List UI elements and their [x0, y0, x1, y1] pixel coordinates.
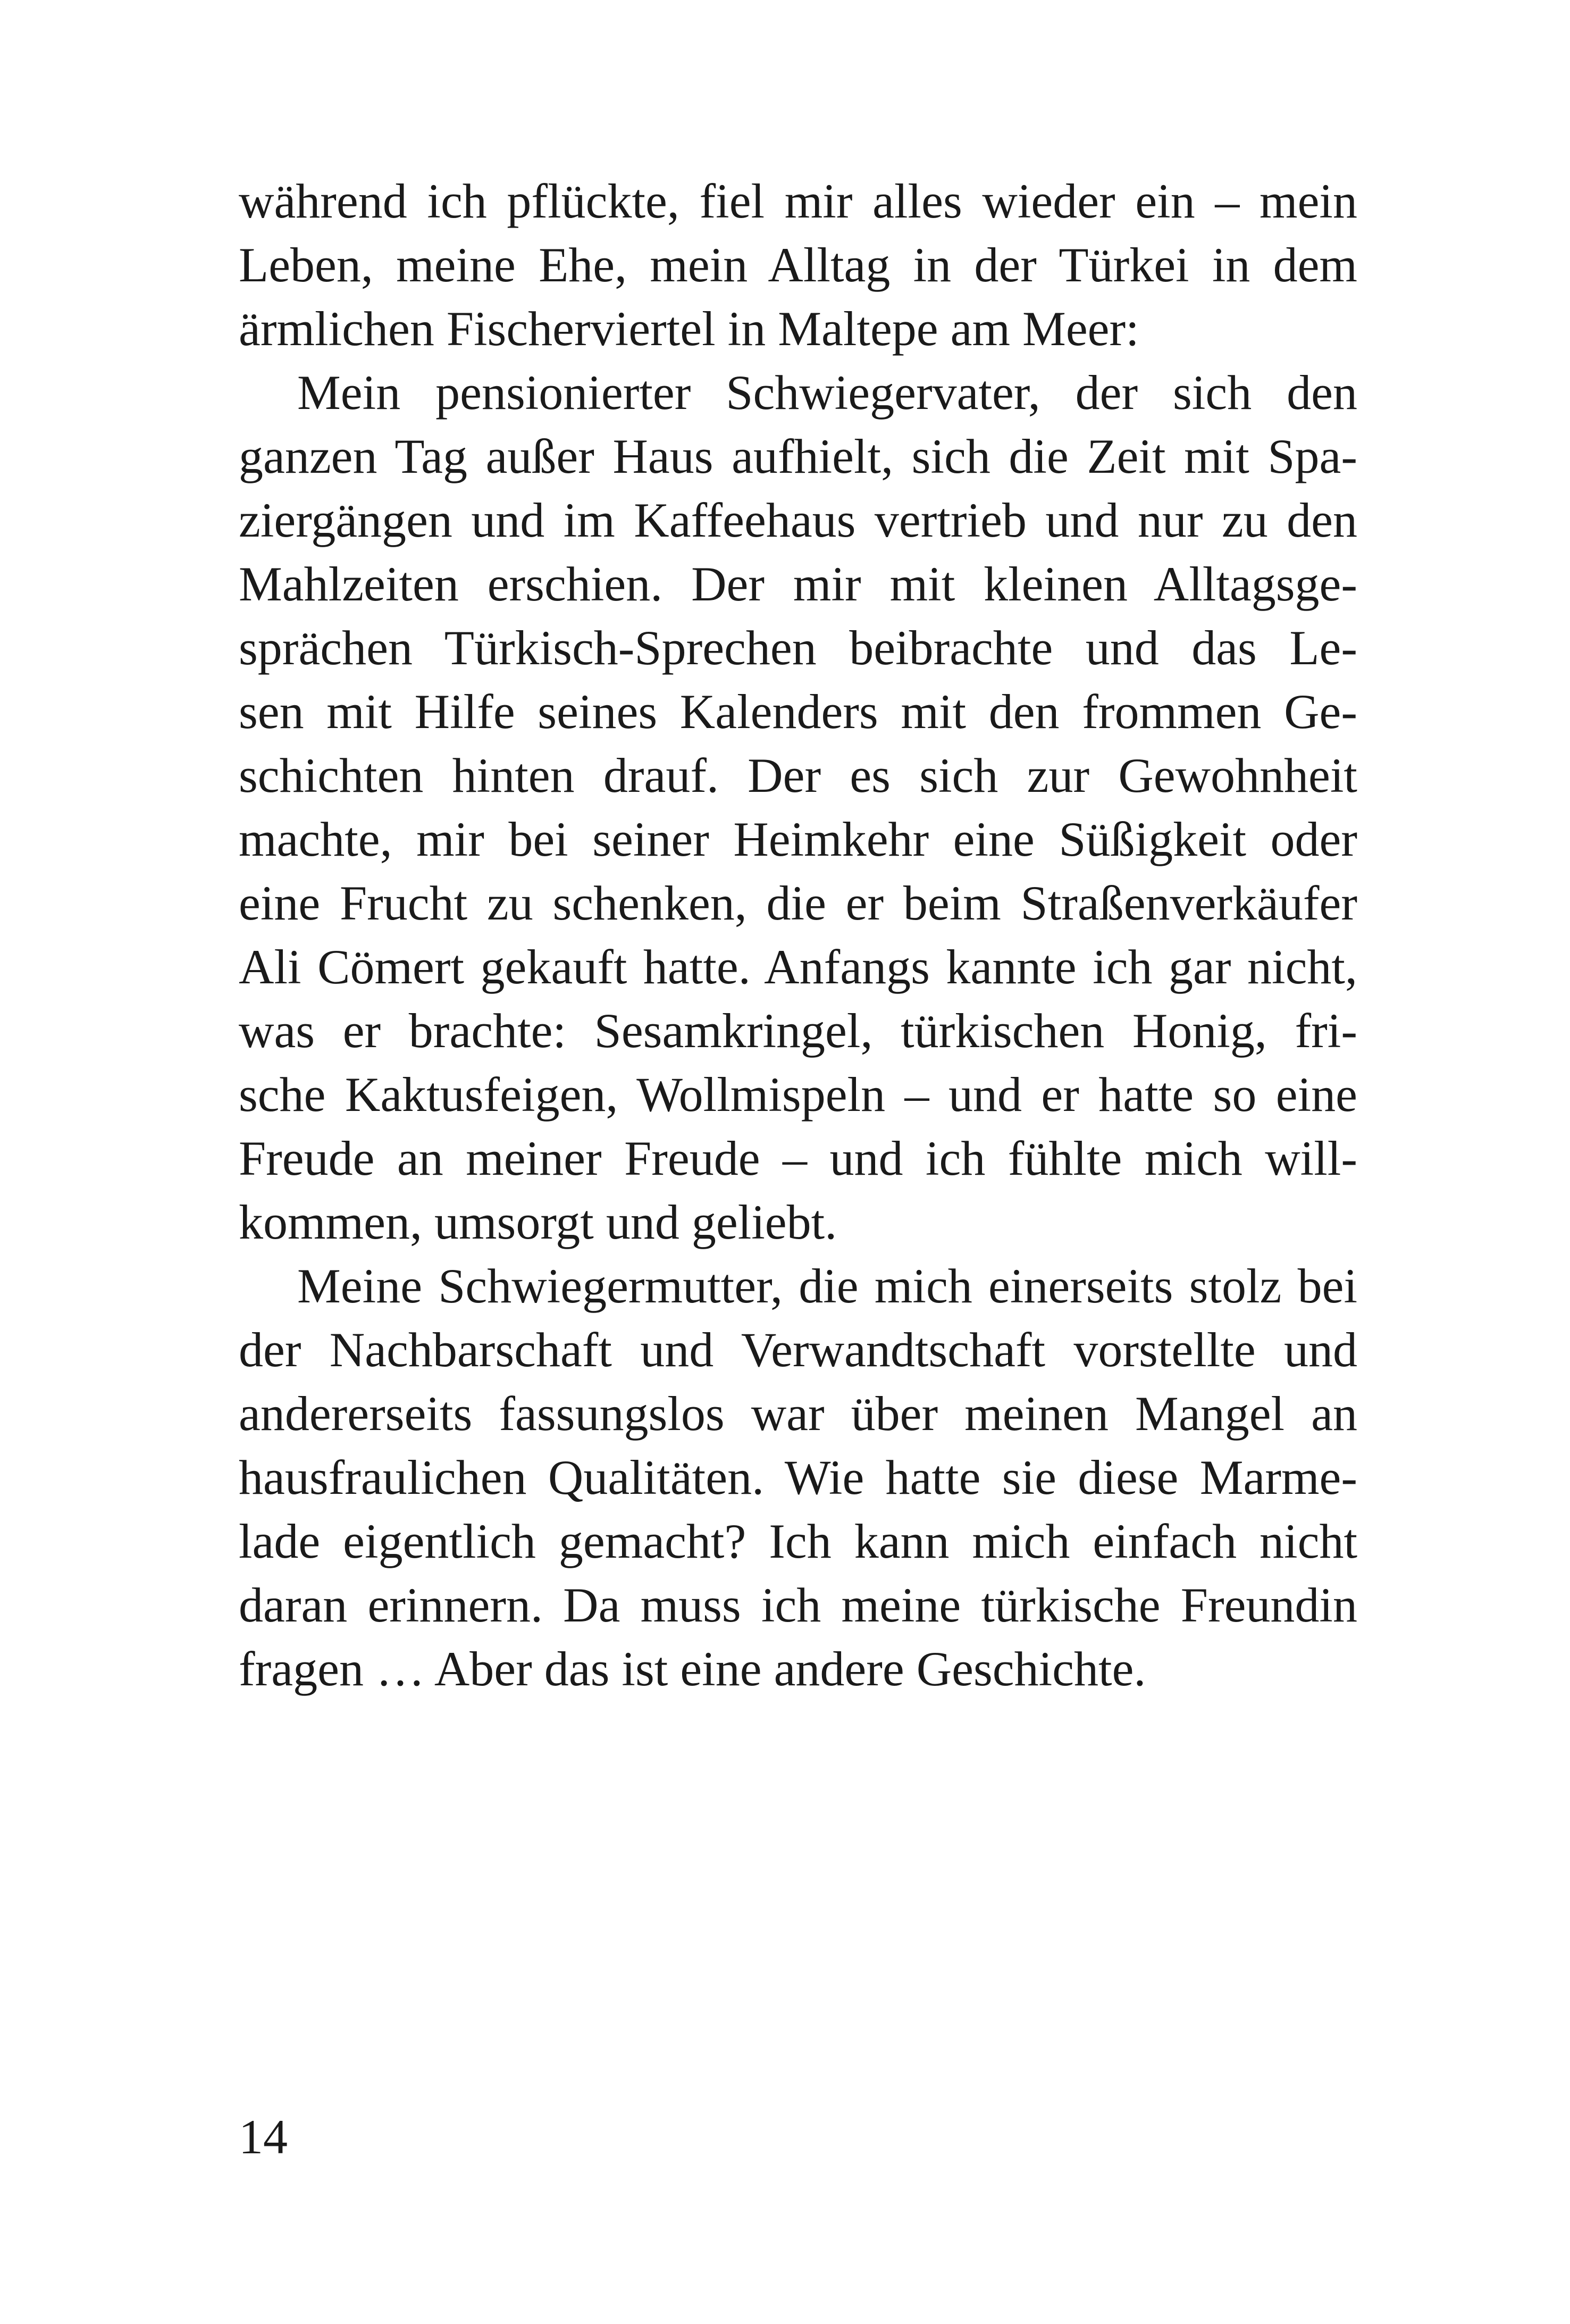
text-line: Leben, meine Ehe, mein Alltag in der Türkei in dem — [239, 238, 1357, 292]
text-line: lade eigentlich gemacht? Ich kann mich einfach nicht — [239, 1514, 1357, 1568]
text-line: Freude an meiner Freude – und ich fühlte mich will- — [239, 1131, 1357, 1185]
text-line: sen mit Hilfe seines Kalenders mit den frommen Ge- — [239, 684, 1357, 739]
text-line: ganzen Tag außer Haus aufhielt, sich die Zeit mit Spa- — [239, 429, 1357, 483]
text-line: Mahlzeiten erschien. Der mir mit kleinen Alltagsge- — [239, 557, 1357, 611]
page-number: 14 — [239, 2110, 288, 2164]
text-line: eine Frucht zu schenken, die er beim Straßenverkäufer — [239, 876, 1357, 930]
body-text — [239, 169, 1357, 1701]
text-line: sprächen Türkisch-Sprechen beibrachte und das Le- — [239, 621, 1357, 675]
text-line: der Nachbarschaft und Verwandtschaft vorstellte und — [239, 1323, 1357, 1377]
text-line: hausfraulichen Qualitäten. Wie hatte sie diese Marme- — [239, 1450, 1357, 1504]
text-line: schichten hinten drauf. Der es sich zur Gewohnheit — [239, 748, 1357, 802]
text-line: was er brachte: Sesamkringel, türkischen Honig, fri- — [239, 1004, 1357, 1058]
text-line: ärmlichen Fischerviertel in Maltepe am Meer: — [239, 302, 1139, 356]
text-line: während ich pflückte, fiel mir alles wieder ein – mein — [239, 174, 1357, 228]
text-line: sche Kaktusfeigen, Wollmispeln – und er hatte so eine — [239, 1067, 1357, 1122]
text-line: Meine Schwiegermutter, die mich einerseits stolz bei — [297, 1259, 1357, 1313]
text-line: Mein pensionierter Schwiegervater, der sich den — [297, 365, 1357, 420]
text-line: fragen … Aber das ist eine andere Geschichte. — [239, 1642, 1146, 1696]
text-line: ziergängen und im Kaffeehaus vertrieb und nur zu den — [239, 493, 1357, 547]
text-line: machte, mir bei seiner Heimkehr eine Süßigkeit oder — [239, 812, 1357, 866]
text-line: kommen, umsorgt und geliebt. — [239, 1195, 837, 1249]
text-line: andererseits fassungslos war über meinen Mangel an — [239, 1386, 1357, 1441]
text-line: Ali Cömert gekauft hatte. Anfangs kannte ich gar nicht, — [239, 940, 1357, 994]
text-line: daran erinnern. Da muss ich meine türkische Freundin — [239, 1578, 1357, 1632]
